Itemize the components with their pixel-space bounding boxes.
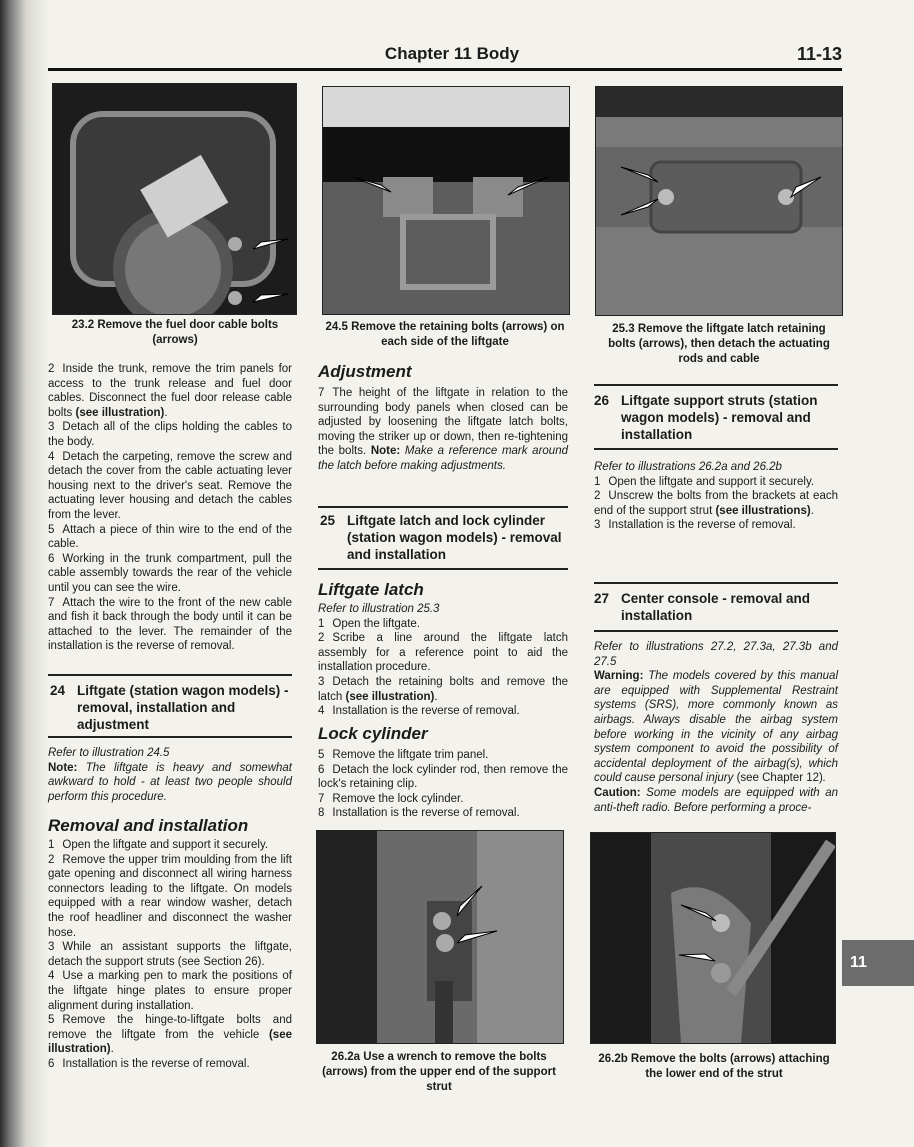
- photo-liftgate-latch: [595, 86, 843, 316]
- paragraph-23-5: 5 Attach a piece of thin wire to the end of the cable.: [48, 523, 292, 551]
- paragraph-23-4: 4 Detach the carpeting, remove the screw and detach the cover from the cable actuating lever housing next to the driver's seat. Remove the actuating lever housing and detach the cables from the lever.: [48, 450, 292, 521]
- paragraph-24-2: 2 Remove the upper trim moulding from the lift gate opening and disconnect all wiring harness connectors leading to the liftgate. On models equipped with a rear window washer, detach the roof headliner and disconnect the washer hose.: [48, 853, 292, 939]
- paragraph-23-7: 7 Attach the wire to the front of the new cable and fish it back through the body until it can be attached to the lever. The remainder of the installation is the reverse of removal.: [48, 596, 292, 653]
- paragraph-24-6: 6 Installation is the reverse of removal.: [48, 1057, 250, 1070]
- section-24-body: [48, 746, 292, 804]
- caption-25-3: 25.3 Remove the liftgate latch retaining bolts (arrows), then detach the actuating rods and cable: [608, 323, 830, 365]
- photo-strut-lower: [590, 832, 836, 1044]
- lock-body: [318, 748, 568, 821]
- caption-24-5: 24.5 Remove the retaining bolts (arrows) on each side of the liftgate: [325, 321, 565, 348]
- paragraph-26-2: 2 Unscrew the bolts from the brackets at each end of the support strut (see illustrations).: [594, 490, 838, 517]
- photo-liftgate-bolts: [322, 86, 570, 315]
- section-26-rule-top: [594, 384, 838, 386]
- paragraph-26-1: 1 Open the liftgate and support it securely.: [594, 475, 815, 488]
- chapter-tab-label: 11: [850, 954, 867, 971]
- section-26-body: [594, 460, 838, 533]
- section-26-rule-bottom: [594, 448, 838, 450]
- paragraph-23-2: 2 Inside the trunk, remove the trim panels for access to the trunk release and fuel door cables. Disconnect the fuel door release cable bolts (see illustration).: [48, 363, 292, 419]
- warning-airbag: Warning: The models covered by this manual are equipped with Supplemental Restraint systems (SRS), more commonly known as airbags. Always disable the airbag system before working in the vicinity of any airbag system component to avoid the possibility of accidental deployment of the airbag(s), which could cause personal injury (see Chapter 12).: [594, 670, 838, 785]
- section-26-heading: 26 Liftgate support struts (station wagon models) - removal and installation: [594, 393, 818, 442]
- photo-strut-upper: [316, 830, 564, 1044]
- section-25-rule-top: [318, 506, 568, 508]
- section-27-rule-bottom: [594, 630, 838, 632]
- section-27-rule-top: [594, 582, 838, 584]
- paragraph-24-5: 5 Remove the hinge-to-liftgate bolts and remove the liftgate from the vehicle (see illustration).: [48, 1014, 292, 1056]
- section-24-heading: 24 Liftgate (station wagon models) - removal, installation and adjustment: [50, 683, 289, 732]
- subheading-removal: Removal and installation: [48, 816, 249, 835]
- column-left: [48, 362, 292, 654]
- note-liftgate-heavy: Note: The liftgate is heavy and somewhat awkward to hold - at least two people should perform this procedure.: [48, 761, 292, 803]
- section-25-rule-bottom: [318, 568, 568, 570]
- latch-body: [318, 602, 568, 719]
- paragraph-25-4: 4 Installation is the reverse of removal.: [318, 705, 520, 718]
- chapter-tab: [842, 940, 914, 986]
- page-number: 11-13: [796, 44, 842, 64]
- removal-steps: [48, 838, 292, 1072]
- paragraph-25-3: 3 Detach the retaining bolts and remove the latch (see illustration).: [318, 675, 568, 703]
- paragraph-25-8: 8 Installation is the reverse of removal.: [318, 807, 520, 820]
- paragraph-26-3: 3 Installation is the reverse of removal.: [594, 519, 796, 532]
- caption-26-2a: 26.2a Use a wrench to remove the bolts (arrows) from the upper end of the support strut: [322, 1051, 556, 1093]
- reference-24-5: Refer to illustration 24.5: [48, 747, 170, 759]
- section-24-rule-bottom: [48, 736, 292, 738]
- reference-25-3: Refer to illustration 25.3: [318, 603, 440, 615]
- paragraph-25-5: 5 Remove the liftgate trim panel.: [318, 749, 489, 761]
- caution-radio: Caution: Some models are equipped with an anti-theft radio. Before performing a proce-: [594, 786, 838, 814]
- paragraph-25-2: 2 Scribe a line around the liftgate latch assembly for a reference point to aid the installation procedure.: [318, 632, 568, 674]
- paragraph-23-3: 3 Detach all of the clips holding the cables to the body.: [48, 421, 292, 448]
- paragraph-24-3: 3 While an assistant supports the liftgate, detach the support struts (see Section 26).: [48, 941, 292, 968]
- paragraph-24-1: 1 Open the liftgate and support it securely.: [48, 839, 269, 851]
- section-25-heading: 25 Liftgate latch and lock cylinder (station wagon models) - removal and installation: [320, 513, 562, 562]
- page-binding-shadow: [0, 0, 48, 1147]
- caption-26-2b: 26.2b Remove the bolts (arrows) attaching the lower end of the strut: [598, 1053, 830, 1080]
- section-27-body: [594, 640, 838, 815]
- subheading-liftgate-latch: Liftgate latch: [318, 580, 424, 599]
- paragraph-25-7: 7 Remove the lock cylinder.: [318, 792, 464, 805]
- caption-23-2: 23.2 Remove the fuel door cable bolts (arrows): [71, 319, 279, 346]
- paragraph-24-4: 4 Use a marking pen to mark the positions of the liftgate hinge plates to ensure proper alignment during installation.: [48, 970, 292, 1012]
- chapter-header: Chapter 11 Body: [384, 44, 520, 63]
- subheading-adjustment: Adjustment: [318, 362, 412, 381]
- paragraph-24-7: 7 The height of the liftgate in relation to the surrounding body panels when closed can be adjusted by loosening the liftgate latch bolts, moving the striker up or down, then re-tightening the bolts. Note: Make a reference mark around the latch before making adjustments.: [318, 387, 568, 472]
- subheading-lock-cylinder: Lock cylinder: [318, 724, 428, 743]
- paragraph-25-6: 6 Detach the lock cylinder rod, then remove the lock's retaining clip.: [318, 763, 568, 791]
- adjustment-body: [318, 386, 568, 474]
- paragraph-23-6: 6 Working in the trunk compartment, pull the cable assembly towards the rear of the vehicle until you can see the wire.: [48, 552, 292, 594]
- section-27-heading: 27 Center console - removal and installation: [594, 591, 811, 623]
- section-24-rule-top: [48, 674, 292, 676]
- reference-27: Refer to illustrations 27.2, 27.3a, 27.3b and 27.5: [594, 641, 838, 668]
- header-rule: [48, 68, 842, 71]
- paragraph-25-1: 1 Open the liftgate.: [318, 617, 420, 630]
- photo-fuel-door: [52, 83, 297, 315]
- reference-26: Refer to illustrations 26.2a and 26.2b: [594, 461, 782, 473]
